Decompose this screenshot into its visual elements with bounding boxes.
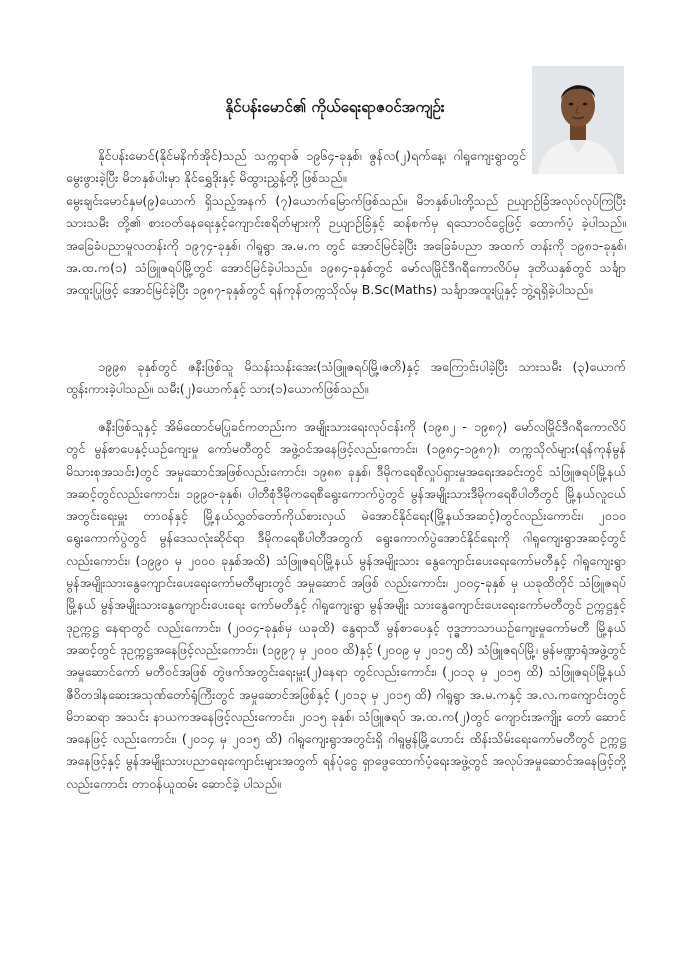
portrait-photo	[532, 66, 624, 174]
biography-paragraph-education: မွေးချင်းမောင်နှမ(၉)ယောက် ရှိသည့်အနက် (၇)ယောက်မြောက်ဖြစ်သည်။ မိဘနှစ်ပါးတို့သည် ဉယျာဉ်ခြံအလုပ်လုပ်ကြပြီး သားသမီး တို့၏ စားဝတ်နေရေးနှင့်ကျောင်းစရိတ်များကို ဉယျာဉ်ခြံနှင့် ဆန်စက်မှ ရသောဝင်ငွေဖြင့် ထောက်ပံ့ ခဲ့ပါသည်။ အခြေခံပညာမူလတန်းကို ၁၉၇၄-ခုနှစ်၊ ဂါရူရွာ အ.မ.က တွင် အောင်မြင်ခဲ့ပြီး အခြေခံပညာ အထက် တန်းကို ၁၉၈၁-ခုနှစ်၊ အ.ထ.က(၁) သံဖြူဇရပ်မြို့တွင် အောင်မြင်ခဲ့ပါသည်။ ၁၉၈၄-ခုနှစ်တွင် မော်လမြိုင်ဒီဂရီကောလိပ်မှ ဒုတိယနှစ်တွင် သင်္ချာအထူးပြုဖြင့် အောင်မြင်ခဲ့ပြီး ၁၉၈၇-ခုနှစ်တွင် ရန်ကုန်တက္ကသိုလ်မှ B.Sc(Maths) သင်္ချာအထူးပြုနှင့် ဘွဲ့ရရှိခဲ့ပါသည်။	[66, 193, 626, 298]
document-title: နိုင်ပန်းမောင်၏ ကိုယ်ရေးရာဇဝင်အကျဉ်း	[225, 98, 445, 116]
biography-paragraph-intro: နိုင်ပန်းမောင်(နိုင်မနိက်အိုင်)သည် သက္ကရာဇ် ၁၉၆၄-ခုနှစ်၊ ဇွန်လ(၂)ရက်နေ့၊ ဂါရူကျေးရွာတွင် မွေးဖွားခဲ့ပြီး မိဘနှစ်ပါးမှာ နိုင်ရွှေဒိုးနှင့် မိထွားညွှန့်တို့ ဖြစ်သည်။	[66, 148, 526, 186]
biography-paragraph-activities: ဇနီးဖြစ်သူနှင့် အိမ်ထောင်မပြုခင်ကတည်းက အမျိုးသားရေးလုပ်ငန်းကို (၁၉၈၂ - ၁၉၈၇) မော်လမြိုင်ဒီဂရီကောလိပ်တွင် မွန်စာပေနှင့်ယဉ်ကျေးမှု ကော်မတီတွင် အဖွဲ့ဝင်အနေဖြင့်လည်းကောင်း၊ (၁၉၈၄-၁၉၈၇)၊ တက္ကသိုလ်များ(ရန်ကုန်မွန်မိသားစုအသင်း)တွင် အမှုဆောင်အဖြစ်လည်းကောင်း၊ ၁၉၈၈ ခုနှစ်၊ ဒီမိုကရေစီလှုပ်ရှားမှုအရေးအခင်းတွင် သံဖြူဇရပ်မြို့နယ်အဆင့်တွင်လည်းကောင်း၊ ၁၉၉၀-ခုနှစ်၊ ပါတီစုံဒီမိုကရေစီရွေးကောက်ပွဲတွင် မွန်အမျိုးသားဒီမိုကရေစီပါတီတွင် မြို့နယ်လူငယ်အတွင်းရေးမှူး တာဝန်နှင့် မြို့နယ်လွှတ်တော်ကိုယ်စားလှယ် မဲအောင်နိုင်ရေး(မြို့နယ်အဆင့်)တွင်လည်းကောင်း၊ ၂၀၁၀ ရွေးကောက်ပွဲတွင် မွန်ဒေသလုံးဆိုင်ရာ ဒီမိုကရေစီပါတီအတွက် ရွေးကောက်ပွဲအောင်နိုင်ရေးကို ဂါရူကျေးရွာအဆင့်တွင် လည်းကောင်း၊ (၁၉၉၀ မှ ၂၀၀၀ ခုနှစ်အထိ) သံဖြူဇရပ်မြို့နယ် မွန်အမျိုးသား နွေကျောင်းပေးရေးကော်မတီနှင့် ဂါရူကျေးရွာ မွန်အမျိုးသားနွေကျောင်းပေးရေးကော်မတီများတွင် အမှုဆောင် အဖြစ် လည်းကောင်း၊ ၂၀၀၄-ခုနှစ် မှ ယခုထိတိုင် သံဖြူဇရပ်မြို့နယ် မွန်အမျိုးသားနွေကျောင်းပေးရေး ကော်မတီနှင့် ဂါရူကျေးရွာ မွန်အမျိုး သားနွေကျောင်းပေးရေးကော်မတီတွင် ဥက္ကဋ္ဌနှင့် ဒုဥက္ကဋ္ဌ နေရာတွင် လည်းကောင်း၊ (၂၀၀၄-ခုနှစ်မှ ယခုထိ) နွေရာသီ မွန်စာပေနှင့် ဗုဒ္ဓဘာသာယဉ်ကျေးမှုကော်မတီ မြို့နယ်အဆင့်တွင် ဒုဥက္ကဋ္ဌအနေဖြင့်လည်းကောင်း၊ (၁၉၉၇ မှ ၂၀၀၀ ထိ)နှင့် (၂၀၀၉ မှ ၂၀၁၅ ထိ) သံဖြူဇရပ်မြို့၊ မွန်မဏ္ဍာရုံအဖွဲ့တွင် အမှုဆောင်ကော် မတီဝင်အဖြစ် တွဲဖက်အတွင်းရေးမှူး(၂)နေရာ တွင်လည်းကောင်း၊ (၂၀၁၃ မှ ၂၀၁၅ ထိ) သံဖြူဇရပ်မြို့နယ် ဇီဝိတဒါနဆေးအသုဏ်တော်ရုံကြီးတွင် အမှုဆောင်အဖြစ်နှင့် (၂၀၁၃ မှ ၂၀၁၅ ထိ) ဂါရူရွာ အ.မ.ကနှင့် အ.လ.ကကျောင်းတွင် မိဘဆရာ အသင်း နာယကအနေဖြင့်လည်းကောင်း၊ ၂၀၁၅ ခုနှစ်၊ သံဖြူဇရပ် အ.ထ.က(၂)တွင် ကျောင်းအကျိုး တော် ဆောင်အနေဖြင့် လည်းကောင်း၊ (၂၀၁၄ မှ ၂၀၁၅ ထိ) ဂါရူကျေးရွာအတွင်းရှိ ဂါရူမွန်မြို့ဟောင်း ထိန်းသိမ်းရေးကော်မတီတွင် ဥက္ကဋ္ဌအနေဖြင့်နှင့် မွန်အမျိုးသားပညာရေးကျောင်းများအတွက် ရန်ပုံငွေ ရှာဖွေထောက်ပံ့ရေးအဖွဲ့တွင် အလုပ်အမှုဆောင်အနေဖြင့်တို့ လည်းကောင်း တာဝန်ယူထမ်း ဆောင်ခဲ့ ပါသည်။	[66, 419, 626, 791]
biography-paragraph-family: ၁၉၉၈ ခုနှစ်တွင် ဇနီးဖြစ်သူ မိသန်းသန်းအေး(သံဖြူဇရပ်မြို့၊ဇတိ)နှင့် အကြောင်းပါခဲ့ပြီး သားသမီး (၃)ယောက်ထွန်းကားခဲ့ပါသည်။ သမီး(၂)ယောက်နှင့် သား(၁)ယောက်ဖြစ်သည်။	[66, 359, 626, 397]
person-photo-icon	[532, 66, 624, 174]
